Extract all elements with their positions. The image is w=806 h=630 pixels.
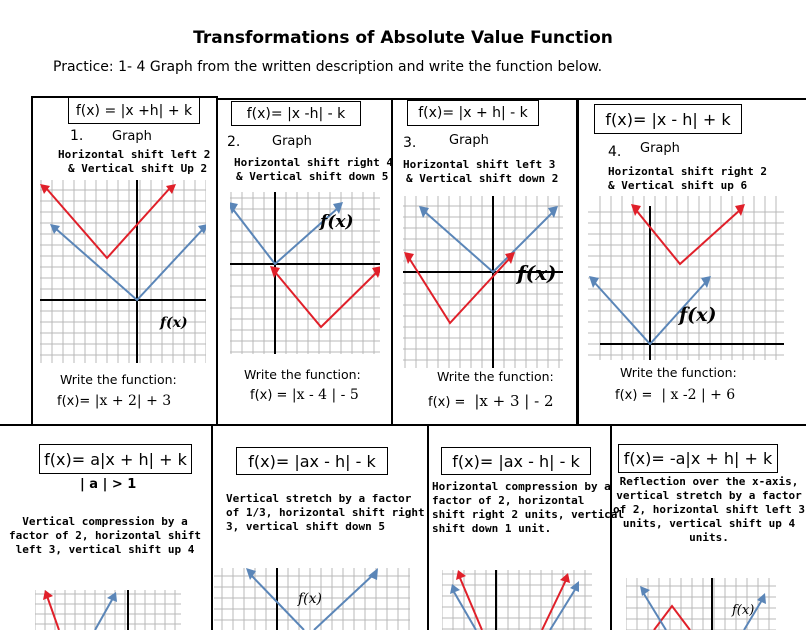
- divider: [31, 96, 33, 424]
- page-title: Transformations of Absolute Value Function: [193, 28, 613, 48]
- write-function-label: Write the function:: [60, 372, 177, 387]
- write-function-label: Write the function:: [620, 365, 737, 380]
- divider: [216, 96, 218, 424]
- formula-box: f(x)= |x -h| - k: [231, 101, 361, 126]
- formula-box: f(x)= |x - h| + k: [594, 104, 742, 134]
- divider: [0, 424, 806, 426]
- instructions: Practice: 1- 4 Graph from the written description and write the function below.: [53, 59, 603, 75]
- divider: [211, 424, 213, 630]
- write-function-label: Write the function:: [244, 367, 361, 382]
- description: Horizontal compression by a factor of 2, horizontal shift right 2 units, vertical shift down 1 unit.: [432, 480, 625, 535]
- divider: [216, 98, 392, 100]
- formula-box: f(x) = |x +h| + k: [68, 97, 200, 124]
- fx-label: f(x): [679, 304, 717, 326]
- fx-label: f(x): [298, 591, 323, 607]
- formula-box: f(x)= |ax - h| - k: [236, 447, 388, 475]
- divider: [576, 98, 579, 424]
- description: Vertical stretch by a factor of 1/3, horizontal shift right 3, vertical shift down 5: [226, 492, 425, 533]
- answer: f(x) = | x -2 | + 6: [615, 387, 736, 403]
- problem-number: 3.: [403, 135, 417, 151]
- description: Horizontal shift right 2 & Vertical shift up 6: [608, 165, 767, 192]
- formula-box: f(x)= a|x + h| + k: [39, 444, 192, 474]
- graph-label: Graph: [640, 141, 680, 156]
- fx-label: f(x): [517, 261, 557, 285]
- description: Vertical compression by a factor of 2, horizontal shift left 3, vertical shift up 4: [8, 515, 202, 556]
- formula-box: f(x)= |ax - h| - k: [441, 447, 591, 475]
- graph-label: Graph: [272, 134, 312, 149]
- answer: f(x)= |x + 2| + 3: [57, 393, 172, 409]
- graph-5: [35, 590, 181, 630]
- graph-label: Graph: [449, 133, 489, 148]
- graph-4: [588, 196, 784, 360]
- fx-label: f(x): [320, 212, 354, 232]
- answer: f(x) = |x + 3 | - 2: [428, 392, 554, 410]
- divider: [427, 424, 429, 630]
- divider: [576, 98, 806, 100]
- description: Horizontal shift left 2 & Vertical shift Up 2: [58, 148, 211, 175]
- problem-number: 1.: [70, 128, 84, 144]
- graph-label: Graph: [112, 129, 152, 144]
- fx-label: f(x): [160, 315, 188, 331]
- description: Reflection over the x-axis, vertical stretch by a factor of 2, horizontal shift left 3 units, vertical shift up 4 units.: [612, 475, 806, 544]
- constraint: | a | > 1: [80, 477, 137, 492]
- divider: [391, 98, 393, 424]
- answer: f(x) = |x - 4 | - 5: [250, 387, 359, 403]
- problem-number: 4.: [608, 144, 622, 160]
- graph-2: [230, 192, 380, 354]
- problem-number: 2.: [227, 134, 241, 150]
- fx-label: f(x): [732, 603, 755, 618]
- write-function-label: Write the function:: [437, 369, 554, 384]
- description: Horizontal shift left 3 & Vertical shift down 2: [403, 158, 559, 185]
- graph-7: [442, 570, 592, 630]
- graph-1: [40, 180, 206, 363]
- description: Horizontal shift right 4 & Vertical shift down 5: [234, 156, 393, 183]
- formula-box: f(x)= -a|x + h| + k: [618, 444, 778, 473]
- formula-box: f(x)= |x + h| - k: [407, 100, 539, 126]
